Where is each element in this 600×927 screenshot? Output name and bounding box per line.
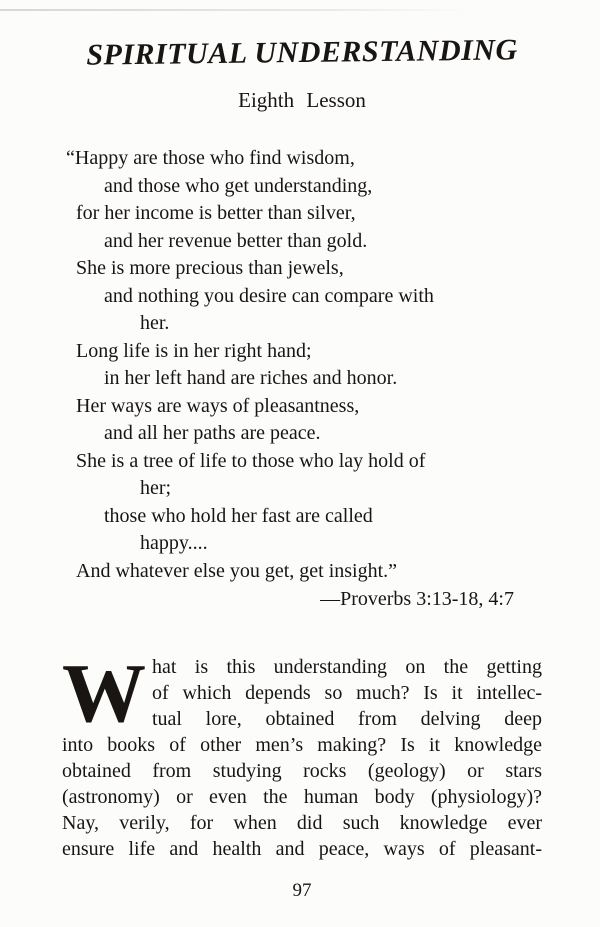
paragraph-line: tual lore, obtained from delving deep	[152, 707, 542, 730]
paragraph-line: (astronomy) or even the human body (physiology)?	[62, 785, 542, 808]
poem-line: Her ways are ways of pleasantness,	[76, 394, 360, 417]
poem-line: those who hold her fast are called	[104, 504, 373, 527]
paragraph-line: ensure life and health and peace, ways of pleasant-	[62, 837, 542, 860]
poem-line: and nothing you desire can compare with	[104, 284, 434, 307]
scan-artifact-line	[0, 9, 468, 11]
paragraph-line: obtained from studying rocks (geology) or stars	[62, 759, 542, 782]
poem-line: happy....	[140, 532, 208, 554]
poem-line: her;	[140, 477, 172, 499]
lesson-subtitle: Eighth Lesson	[238, 88, 366, 112]
poem-line: and those who get understanding,	[104, 174, 373, 197]
page-title: SPIRITUAL UNDERSTANDING	[86, 33, 518, 72]
scripture-attribution: —Proverbs 3:13-18, 4:7	[320, 588, 514, 610]
poem-line: She is a tree of life to those who lay hold of	[76, 449, 426, 472]
paragraph-line: of which depends so much? Is it intellec-	[152, 681, 542, 704]
poem-line: And whatever else you get, get insight.”	[76, 559, 398, 582]
page-number: 97	[292, 879, 312, 901]
poem-line: and her revenue better than gold.	[104, 229, 368, 252]
poem-line: her.	[140, 312, 170, 334]
paragraph-line: Nay, verily, for when did such knowledge ever	[62, 811, 542, 834]
poem-line: She is more precious than jewels,	[76, 257, 344, 279]
lesson-paragraph	[62, 646, 542, 862]
poem-line: in her left hand are riches and honor.	[104, 367, 398, 389]
poem-line: Long life is in her right hand;	[76, 339, 312, 362]
poem-line: “Happy are those who find wisdom,	[66, 147, 355, 169]
poem-line: for her income is better than silver,	[76, 202, 356, 224]
paragraph-line: into books of other men’s making? Is it knowledge	[62, 733, 542, 756]
drop-cap-letter: W	[62, 646, 144, 740]
paragraph-line: hat is this understanding on the getting	[152, 655, 542, 678]
scripture-poem	[62, 145, 542, 614]
poem-line: and all her paths are peace.	[104, 422, 321, 444]
